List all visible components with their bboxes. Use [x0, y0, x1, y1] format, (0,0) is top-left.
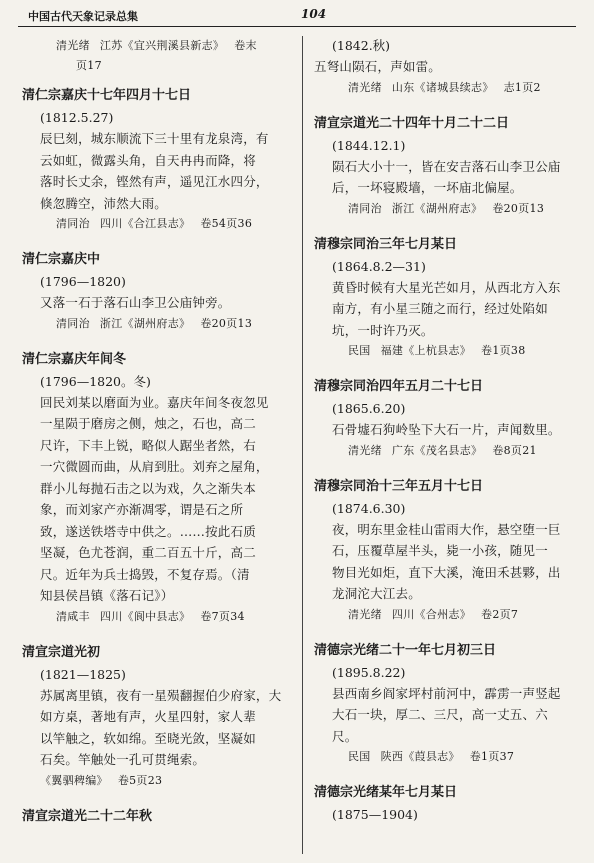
entry-text: 县西南乡阎家坪村前河中，霹雳一声竖起 大石一块，厚二、三尺，高一丈五、六 尺。	[332, 685, 561, 744]
entry-date: (1842.秋)	[332, 38, 391, 53]
entry-text: 黄昏时候有大星光芒如月，从西北方入东 南方，有小星三随之而行，经过处陷如 坑，一时许乃灭。	[332, 279, 561, 338]
right-column	[314, 36, 580, 841]
entry-title: 清穆宗同治十三年五月十七日	[314, 478, 484, 494]
entry-text: 辰巳刻，城东顺流下三十里有龙泉湾，有 云如虹，微露头角，自天冉冉而降，将 落时长丈余，铿然有声，遥见江水四分， 倏忽腾空，沛然大雨。	[40, 131, 269, 211]
entry-title: 清宣宗道光二十二年秋	[22, 808, 153, 824]
record-entry	[314, 641, 580, 768]
entry-date: (1796—1820。冬)	[40, 373, 151, 389]
record-entry	[22, 350, 294, 627]
entry-text: 回民刘某以磨面为业。嘉庆年间冬夜忽见 一星陨于磨房之侧，烛之，石也，高二 尺许，下丰上锐，略似人踞坐者然，右 一穴微圆而曲，从肩到肚。刘弃之屋角， 群小儿每抛石击之以为戏，久之渐失本 象，而刘家产亦渐凋零，谓是石之所 致，遂送铁塔寺中供之。……按此石质 坚凝，色尤苍润，重二百五十斤，高二 尺。近年为兵士捣毁，不复存焉。（清 知县侯昌镇《落石记》）	[40, 394, 269, 603]
entry-title: 清仁宗嘉庆十七年四月十七日	[22, 88, 192, 103]
entry-date: (1864.8.2—31)	[332, 258, 426, 274]
record-entry	[314, 114, 580, 219]
record-entry	[314, 36, 580, 98]
entry-title: 清德宗光绪二十一年七月初三日	[314, 642, 497, 658]
source-citation: 民国 福建《上杭县志》 卷1页38	[348, 344, 526, 357]
entry-date: (1821—1825)	[40, 666, 126, 682]
entry-text: 夜，明东里金桂山雷雨大作，悬空堕一巨 石，压覆草屋半头，毙一小孩，随见一 物目光如炬，直下大溪，淹田禾甚夥，出 龙洞沱大江去。	[332, 521, 561, 601]
entry-date: (1875—1904)	[332, 807, 418, 822]
record-entry	[314, 477, 580, 625]
record-entry	[22, 643, 294, 791]
entry-date: (1844.12.1)	[332, 137, 406, 153]
source-citation: 清光绪 山东《诸城县续志》 志1页2	[348, 80, 541, 94]
page-header	[18, 4, 576, 27]
source-citation: 清同治 四川《合江县志》 卷54页36	[56, 217, 253, 230]
entry-date: (1812.5.27)	[40, 110, 114, 125]
entry-text: 陨石大小十一，皆在安吉落石山李卫公庙 后，一坏寝殿墙，一坏庙北偏屋。	[332, 158, 561, 195]
left-column	[22, 36, 294, 842]
source-citation: 民国 陕西《葭县志》 卷1页37	[348, 750, 515, 763]
entry-text: 苏属离里镇，夜有一星殒翻握伯少府家，大 如方桌，著地有声，火星四射，家人辈 以竿触之，软如绵。至晓光敛，坚凝如 石矣。竿触处一孔可贯绳索。	[40, 687, 282, 767]
entry-text: 又落一石于落石山李卫公庙钟旁。	[40, 295, 231, 310]
source-citation: 清咸丰 四川《阆中县志》 卷7页34	[56, 609, 245, 623]
entry-title: 清仁宗嘉庆中	[22, 252, 101, 267]
source-citation-cont: 页17	[76, 59, 102, 72]
entry-date: (1874.6.30)	[332, 500, 406, 516]
record-entry	[314, 377, 580, 461]
record-entry	[22, 807, 294, 826]
source-citation: 《翼驷稗编》 卷5页23	[40, 773, 163, 787]
entry-title: 清宣宗道光二十四年十月二十二日	[314, 115, 510, 131]
record-entry	[22, 86, 294, 234]
entry-text: 石骨墟石狗岭坠下大石一片，声闻数里。	[332, 422, 561, 437]
entry-title: 清宣宗道光初	[22, 644, 101, 660]
record-entry	[314, 235, 580, 362]
continued-source	[22, 36, 294, 76]
entry-date: (1865.6.20)	[332, 401, 406, 416]
column-divider	[302, 36, 303, 854]
source-citation: 清同治 浙江《湖州府志》 卷20页13	[56, 316, 253, 330]
page-number: 104	[301, 7, 327, 21]
source-citation: 清光绪 广东《茂名县志》 卷8页21	[348, 443, 537, 457]
source-citation: 清同治 浙江《湖州府志》 卷20页13	[348, 201, 545, 215]
entry-date: (1796—1820)	[40, 274, 126, 289]
source-citation: 清光绪 江苏《宜兴荆溪县新志》 卷末	[56, 39, 257, 52]
entry-text: 五弩山陨石，声如雷。	[314, 59, 442, 74]
entry-date: (1895.8.22)	[332, 664, 406, 680]
source-citation: 清光绪 四川《合州志》 卷2页7	[348, 607, 519, 621]
entry-title: 清德宗光绪某年七月某日	[314, 785, 458, 800]
entry-title: 清穆宗同治三年七月某日	[314, 236, 458, 252]
entry-title: 清仁宗嘉庆年间冬	[22, 351, 127, 367]
entry-title: 清穆宗同治四年五月二十七日	[314, 379, 484, 394]
record-entry	[314, 783, 580, 825]
record-entry	[22, 250, 294, 334]
book-title: 中国古代天象记录总集	[28, 10, 138, 23]
